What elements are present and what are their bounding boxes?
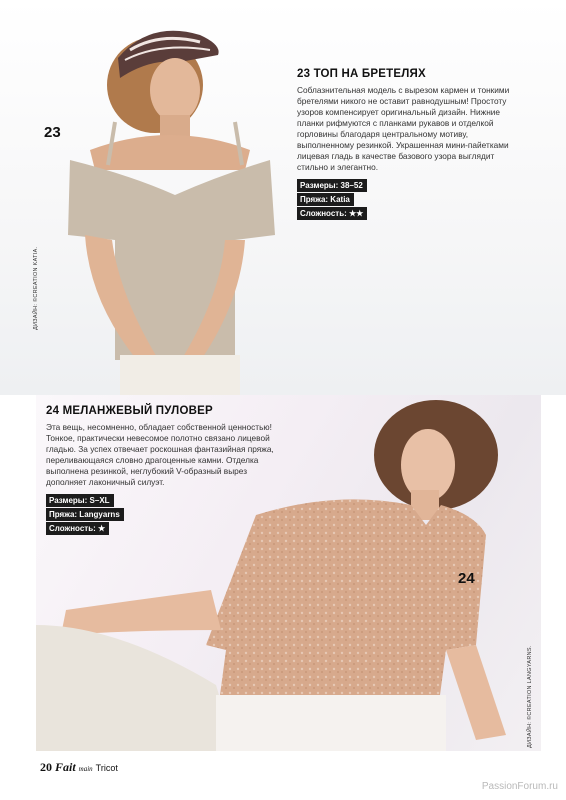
item-24-specs <box>46 494 276 535</box>
design-credit-langyarns: ДИЗАЙН: ©CREATION LANGYARNS. <box>527 645 533 748</box>
item-23-sizes: Размеры: 38–52 <box>297 179 367 192</box>
model-23-illustration <box>50 0 280 395</box>
item-23-title: 23 ТОП НА БРЕТЕЛЯХ <box>297 68 426 80</box>
item-24-text-block <box>46 405 276 535</box>
item-24-yarn: Пряжа: Langyarns <box>46 508 124 521</box>
page-number: 20 <box>40 760 52 774</box>
item-number-23: 23 <box>44 124 61 141</box>
design-credit-katia: ДИЗАЙН: ©CREATION KATIA. <box>33 246 39 330</box>
item-24-difficulty: Сложность: ★ <box>46 522 109 535</box>
magazine-tricot: Tricot <box>95 763 118 773</box>
item-23-difficulty: Сложность: ★★ <box>297 207 367 220</box>
item-number-24: 24 <box>458 570 475 587</box>
trousers-shape <box>36 625 236 751</box>
page-footer <box>40 760 118 775</box>
magazine-name: Fait <box>55 760 76 774</box>
item-23-specs <box>297 179 512 220</box>
item-23-description: Соблазнительная модель с вырезом кармен и тонкими бретелями никого не оставит равнодушным! Простоту узоров компенсирует оригинальный дизайн. Нижние планки рифмуются с планками рукавов и отделкой горловины благодаря центральному мотиву, выполненному резинкой. Украшенная мини-пайетками лицевая гладь в качестве базового узора выглядит стильно и элегантно. <box>297 85 510 172</box>
item-23-text-block <box>297 68 512 220</box>
item-24-sizes: Размеры: S–XL <box>46 494 114 507</box>
face-shape <box>150 58 200 122</box>
item-24-title: 24 МЕЛАНЖЕВЫЙ ПУЛОВЕР <box>46 405 213 417</box>
item-24-description: Эта вещь, несомненно, обладает собственной ценностью! Тонкое, практически невесомое полотно связано лицевой гладью. За успех отвечает роскошная фантазийная пряжа, переливающаяся словно драгоценные камни. Отделка выполнена резинкой, неглубокий V-образный вырез дополняет лаконичный силуэт. <box>46 422 274 487</box>
magazine-sub: main <box>78 765 93 773</box>
watermark: PassionForum.ru <box>481 781 558 792</box>
item-23-yarn: Пряжа: Katia <box>297 193 354 206</box>
